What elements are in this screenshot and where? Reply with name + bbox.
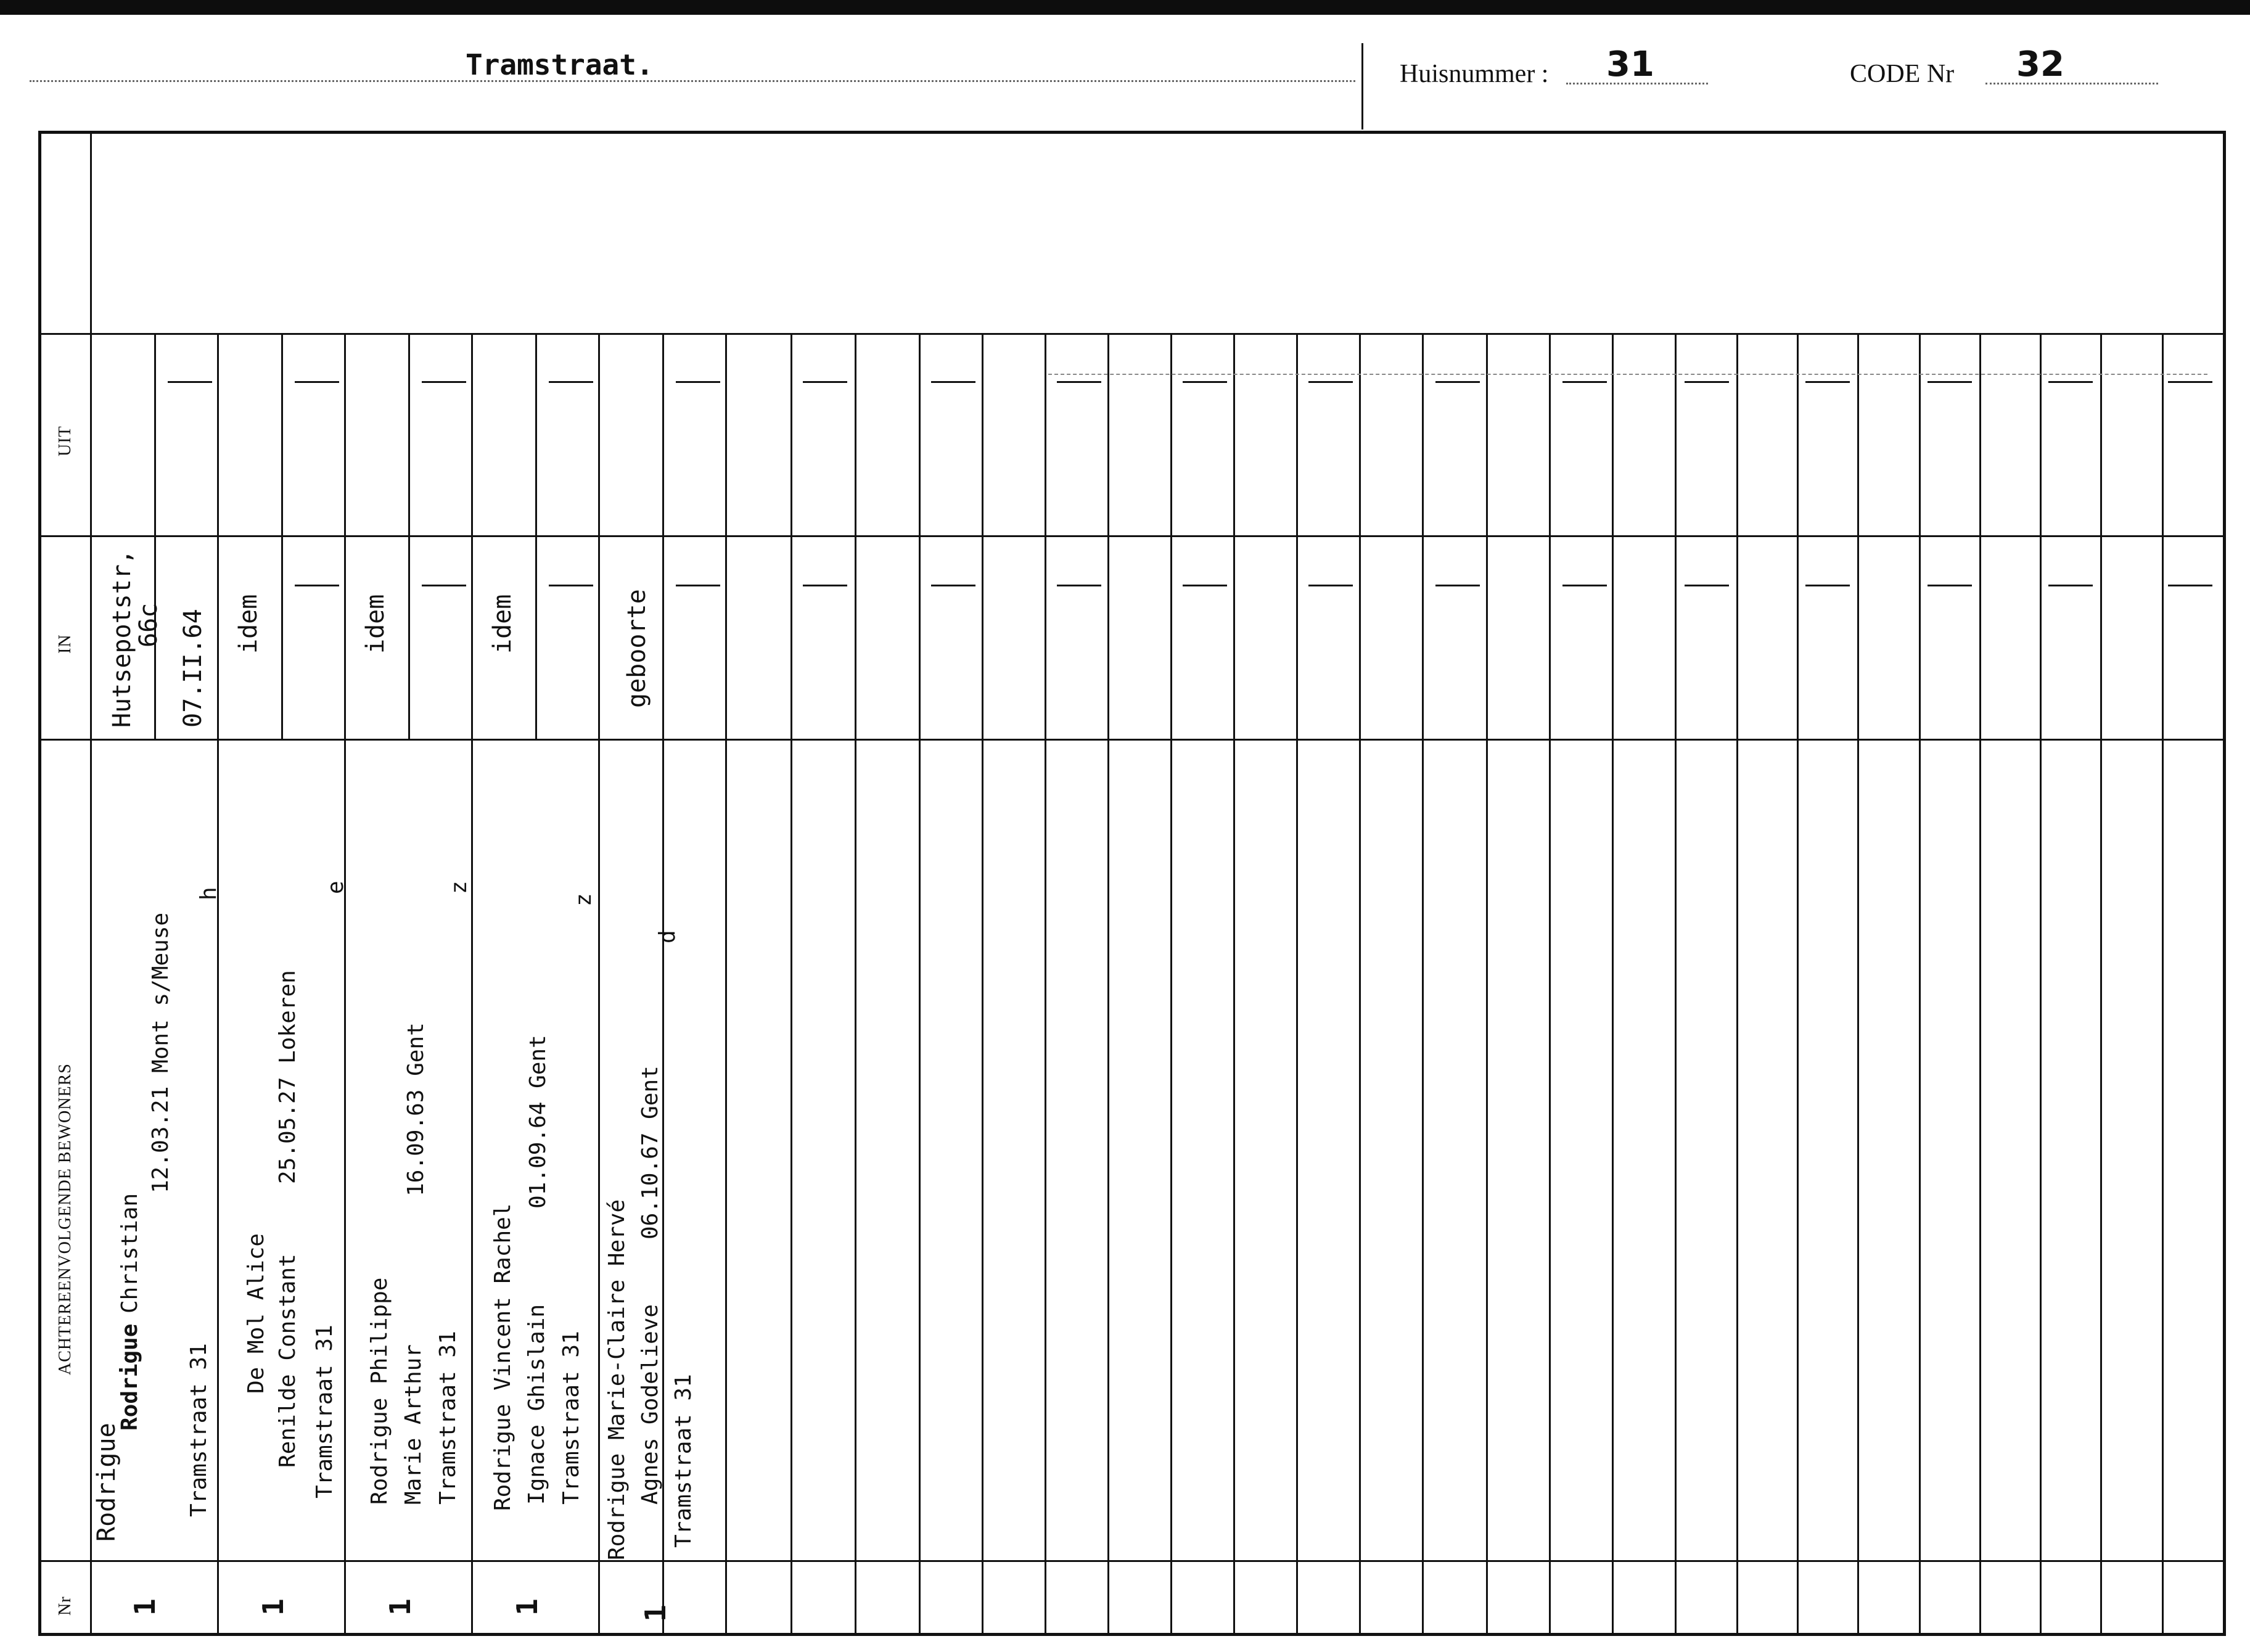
frame-bottom (38, 1633, 2226, 1636)
address: Tramstraat 31 (559, 1331, 584, 1505)
subcol-divider (154, 333, 156, 740)
top-border (0, 0, 2250, 15)
address: Tramstraat 31 (312, 1325, 337, 1498)
address: Tramstraat 31 (435, 1331, 461, 1505)
code-dotted-line (1985, 83, 2158, 84)
suffix-letter: h (196, 887, 221, 900)
col-divider (1359, 333, 1361, 1634)
subcol-divider (1797, 333, 1799, 1634)
surname-typed: Rodrigue (92, 1423, 121, 1542)
col-divider (1979, 333, 1981, 1634)
col-divider (1736, 333, 1738, 1634)
street-dotted-line (30, 80, 1355, 82)
nr-value: 1 (128, 1598, 162, 1616)
birth-date-place: 06.10.67 Gent (638, 1066, 663, 1239)
name-line-2: Marie Arthur (401, 1344, 426, 1505)
suffix-letter: z (571, 893, 596, 906)
address: Tramstraat 31 (671, 1374, 696, 1548)
divider-uit-top (38, 333, 2226, 335)
subcol-divider (790, 333, 792, 1634)
col-divider (1233, 333, 1235, 1634)
col-divider (982, 333, 983, 1634)
birth-date-place: 16.09.63 Gent (403, 1022, 429, 1196)
col-divider (1486, 333, 1488, 1634)
subcol-divider (408, 333, 410, 740)
col-divider (217, 333, 219, 1634)
name-line-2: Ignace Ghislain (524, 1304, 549, 1505)
header-divider (1361, 43, 1363, 129)
nr-value: 1 (511, 1598, 544, 1616)
name-line-1: Rodrigue Philippe (367, 1277, 392, 1505)
house-number-value: 31 (1606, 44, 1654, 84)
col-divider (1857, 333, 1859, 1634)
divider-bewoners-top (38, 739, 2226, 741)
name-line-2: Renilde Constant (275, 1254, 300, 1468)
surname-struck: Rodrigue (117, 1323, 142, 1431)
birth-date-place: 01.09.64 Gent (525, 1035, 551, 1209)
birth-date-place: 25.05.27 Lokeren (275, 970, 300, 1184)
subcol-divider (1170, 333, 1172, 1634)
col-divider (2100, 333, 2102, 1634)
subcol-divider (2162, 333, 2164, 1634)
subcol-divider (1296, 333, 1298, 1634)
suffix-letter: e (323, 881, 348, 894)
code-value: 32 (2016, 44, 2064, 84)
label-column-divider (90, 131, 92, 1635)
street-name: Tramstraat. (466, 48, 654, 81)
in-value: idem (234, 594, 263, 654)
name-line-1: Rodrigue Vincent Rachel (490, 1203, 515, 1511)
nr-value: 1 (384, 1598, 417, 1616)
suffix-letter: d (655, 930, 680, 943)
address: Tramstraat 31 (186, 1343, 211, 1517)
col-divider (1107, 333, 1109, 1634)
section-label-nr: Nr (55, 1596, 75, 1616)
divider-nr-top (38, 1560, 2226, 1562)
house-number-label: Huisnummer : (1400, 60, 1549, 88)
name-line-1: Rodrigue Marie-Claire Hervé (604, 1199, 630, 1560)
frame-right (2223, 131, 2226, 1635)
frame-left (38, 131, 41, 1635)
subcol-divider (1422, 333, 1424, 1634)
col-divider (598, 333, 600, 1634)
col-divider (344, 333, 346, 1634)
section-label-uit: UIT (55, 425, 75, 456)
first-name: Christian (117, 1193, 142, 1313)
col-divider (855, 333, 856, 1634)
divider-in-top (38, 535, 2226, 537)
subcol-divider (281, 333, 283, 740)
col-divider (1612, 333, 1614, 1634)
name-line-1: De Mol Alice (244, 1233, 269, 1394)
col-divider (725, 333, 727, 1634)
section-label-bewoners: ACHTEREENVOLGENDE BEWONERS (55, 1063, 75, 1375)
birth-date-place: 12.03.21 Mont s/Meuse (148, 912, 173, 1193)
in-value: geboorte (623, 589, 651, 708)
subcol-divider (919, 333, 921, 1634)
code-label: CODE Nr (1850, 60, 1955, 88)
col-divider (471, 333, 473, 1634)
in-value: idem (488, 594, 517, 654)
nr-value: 1 (639, 1605, 672, 1622)
subcol-divider (1675, 333, 1677, 1634)
subcol-divider (1549, 333, 1551, 1634)
nr-value: 1 (257, 1598, 290, 1616)
frame-top (38, 131, 2226, 134)
in-date: 07.II.64 (179, 609, 207, 728)
section-label-in: IN (55, 634, 75, 654)
name-line-2: Agnes Godelieve (638, 1304, 663, 1505)
suffix-letter: z (446, 881, 472, 894)
subcol-divider (1045, 333, 1046, 1634)
subcol-divider (535, 333, 537, 740)
in-value: idem (361, 594, 390, 654)
subcol-divider (2040, 333, 2042, 1634)
in-from-number: 66c (134, 602, 163, 647)
in-from-address: Hutsepotstr, (108, 549, 136, 728)
subcol-divider (1919, 333, 1921, 1634)
